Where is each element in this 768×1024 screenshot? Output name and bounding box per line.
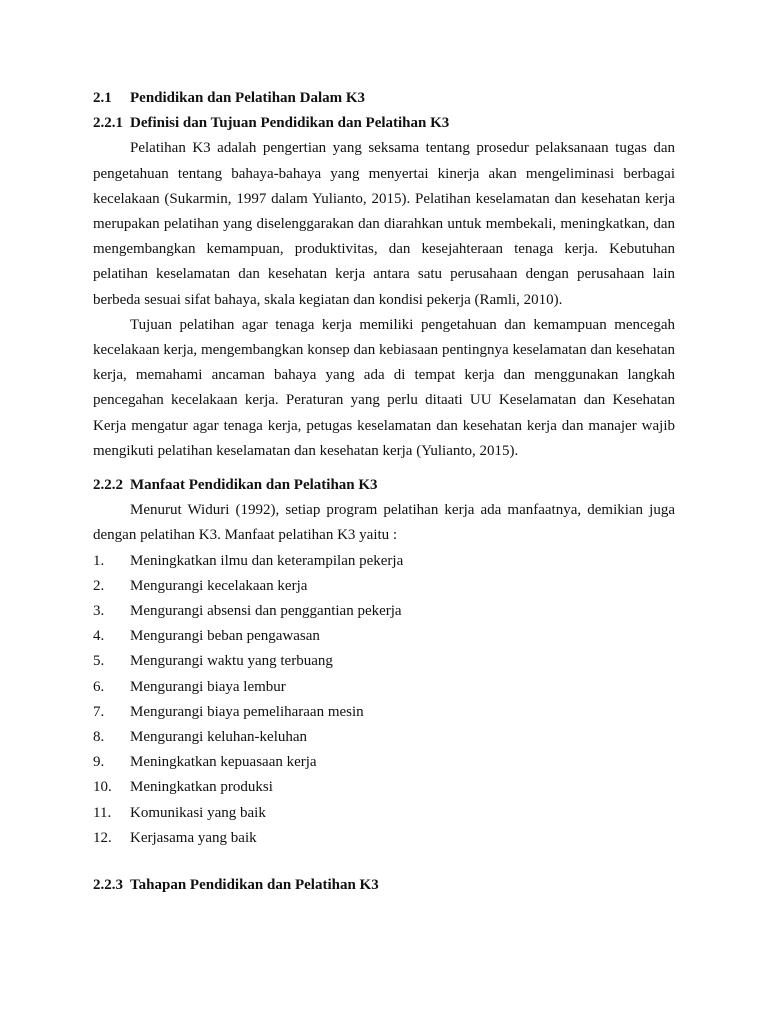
list-item [93,649,675,674]
list-number: 12. [93,829,112,846]
list-item [93,675,675,700]
list-text: Mengurangi keluhan-keluhan [130,729,308,746]
section-heading-2-2-3 [93,873,675,898]
list-item [93,624,675,649]
paragraph-purpose: Tujuan pelatihan agar tenaga kerja memiliki pengetahuan dan kemampuan mencegah kecelakaan kerja, mengembangkan konsep dan kebiasaan pentingnya keselamatan dan kesehatan kerja, memahami ancaman bahaya yang ada di tempat kerja dan menggunakan langkah pencegahan kecelakaan kerja. Peraturan yang perlu ditaati UU Keselamatan dan Kesehatan Kerja mengatur agar tenaga kerja, petugas keselamatan dan kesehatan kerja dan manajer wajib mengikuti pelatihan keselamatan dan kesehatan kerja (Yulianto, 2015). [93,316,675,459]
section-number: 2.2.2 [93,477,123,494]
list-item [93,725,675,750]
list-item [93,750,675,775]
paragraph-benefits-intro: Menurut Widuri (1992), setiap program pelatihan kerja ada manfaatnya, demikian juga dengan pelatihan K3. Manfaat pelatihan K3 yaitu : [93,502,675,544]
list-number: 3. [93,603,105,620]
list-number: 5. [93,653,105,670]
list-item [93,826,675,851]
list-text: Mengurangi biaya pemeliharaan mesin [130,703,364,720]
section-title: Tahapan Pendidikan dan Pelatihan K3 [130,877,379,894]
list-text: Meningkatkan kepuasaan kerja [130,754,317,771]
section-heading-2-1 [93,86,675,111]
section-heading-2-2-1 [93,111,675,136]
list-text: Komunikasi yang baik [130,804,266,821]
paragraph-definition: Pelatihan K3 adalah pengertian yang seksama tentang prosedur pelaksanaan tugas dan pengetahuan tentang bahaya-bahaya yang menyertai kinerja akan mengeliminasi berbagai kecelakaan (Sukarmin, 1997 dalam Yulianto, 2015). Pelatihan keselamatan dan kesehatan kerja merupakan pelatihan yang diselenggarakan dan diarahkan untuk membekali, meningkatkan, dan mengembangkan kemampuan, produktivitas, dan kesejahteraan tenaga kerja. Kebutuhan pelatihan keselamatan dan kesehatan kerja antara satu perusahaan dengan perusahaan lain berbeda sesuai sifat bahaya, skala kegiatan dan kondisi pekerja (Ramli, 2010). [93,140,675,308]
list-text: Meningkatkan produksi [130,779,273,796]
list-number: 2. [93,577,105,594]
list-text: Mengurangi absensi dan penggantian pekerja [130,603,402,620]
list-item [93,801,675,826]
section-number: 2.2.3 [93,877,123,894]
section-title: Definisi dan Tujuan Pendidikan dan Pelatihan K3 [130,115,450,132]
section-number: 2.1 [93,90,112,106]
section-title: Manfaat Pendidikan dan Pelatihan K3 [130,477,378,494]
list-number: 7. [93,703,105,720]
list-number: 9. [93,754,105,771]
section-heading-2-2-2 [93,473,675,498]
list-number: 8. [93,729,105,746]
list-text: Mengurangi beban pengawasan [130,628,320,645]
list-number: 1. [93,552,105,569]
list-item [93,700,675,725]
list-item [93,775,675,800]
list-text: Mengurangi kecelakaan kerja [130,577,308,594]
section-title: Pendidikan dan Pelatihan Dalam K3 [130,90,366,106]
list-text: Mengurangi waktu yang terbuang [130,653,333,670]
list-item [93,549,675,574]
section-number: 2.2.1 [93,115,123,132]
list-text: Kerjasama yang baik [130,829,257,846]
list-number: 11. [93,804,112,821]
list-item [93,574,675,599]
list-item [93,599,675,624]
list-text: Meningkatkan ilmu dan keterampilan pekerja [130,552,404,569]
list-number: 4. [93,628,105,645]
list-text: Mengurangi biaya lembur [130,678,286,695]
list-number: 6. [93,678,105,695]
benefits-list [93,549,675,851]
list-number: 10. [93,779,112,796]
